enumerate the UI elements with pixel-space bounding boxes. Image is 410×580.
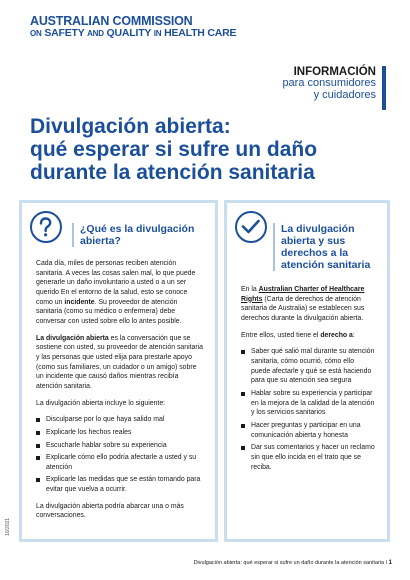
paragraph: La divulgación abierta incluye lo siguiente: (36, 399, 166, 407)
paragraph: En la Australian Charter of Healthcare Rights (Carta de derechos de atención sanitaria de Australia) se establecen sus derechos durante la divulgación abierta. (241, 286, 365, 322)
page-title: Divulgación abierta: qué esperar si sufre un daño durante la atención sanitaria (30, 115, 318, 185)
bullet-list (36, 415, 205, 495)
page-footer (194, 560, 392, 566)
card-body (241, 285, 375, 479)
commission-logo (30, 15, 236, 38)
list-item: Dar sus comentarios y hacer un reclamo sin que ello incida en el trato que se reciba. (241, 443, 375, 472)
list-item: Escucharle hablar sobre su experiencia (36, 441, 205, 451)
paragraph: La divulgación abierta es la conversación que se sostiene con usted, su proveedor de atención sanitaria y las personas que usted elija para prestarle apoyo (como sus familiares, un cuidador o un amigo) sobre un incidente que causó daños mientras recibía atención sanitaria. (36, 334, 204, 390)
list-item: Hablar sobre su experiencia y participar en la mejora de la calidad de la atención y los servicios sanitarios (241, 389, 375, 418)
paragraph: Cada día, miles de personas reciben atención sanitaria. A veces las cosas salen mal, lo que puede generarle un daño involuntario a usted o a un ser querido En el entorno de la salud, esto se conoce como un incidente. Su proveedor de atención sanitaria (como su médico o enfermera) debe conversar con usted sobre ello lo antes posible. (36, 260, 196, 325)
audience-block (282, 66, 376, 101)
checkmark-icon (235, 211, 267, 243)
list-item: Hacer preguntas y participar en una comunicación abierta y honesta (241, 421, 375, 440)
card-heading: La divulgación abierta y sus derechos a la atención sanitaria (273, 223, 379, 271)
question-mark-icon (30, 211, 62, 243)
card-body (36, 259, 205, 528)
paragraph: Entre ellos, usted tiene el derecho a: (241, 331, 355, 339)
bullet-list (241, 347, 375, 472)
list-item: Saber qué salió mal durante su atención sanitaria, cómo ocurrió, cómo ello puede afectarle y qué se está haciendo para que su atención sea segura (241, 347, 375, 386)
what-is-open-disclosure-card (19, 200, 218, 542)
logo-line1: AUSTRALIAN COMMISSION (30, 14, 193, 28)
list-item: Explicarle los hechos reales (36, 428, 205, 438)
rights-card (224, 200, 390, 542)
logo-line2: ON SAFETY AND QUALITY IN HEALTH CARE (30, 26, 237, 39)
info-sub-2: y cuidadores (313, 88, 376, 101)
list-item: Explicarle las medidas que se están tomando para evitar que vuelva a ocurrir. (36, 475, 205, 494)
info-accent-bar (382, 66, 386, 110)
list-item: Explicarle cómo ello podría afectarle a usted y su atención (36, 453, 205, 472)
card-heading: ¿Qué es la divulgación abierta? (72, 223, 207, 247)
charter-link[interactable]: Australian Charter of Healthcare Rights (241, 286, 365, 303)
info-sub-1: para consumidores (282, 77, 376, 90)
page-number: 1 (388, 560, 392, 566)
info-title: INFORMACIÓN (293, 66, 376, 78)
paragraph: La divulgación abierta podría abarcar una o más conversaciones. (36, 502, 184, 520)
footer-text: Divulgación abierta: qué esperar si sufre un daño durante la atención sanitaria (193, 560, 385, 566)
list-item: Disculparse por lo que haya salido mal (36, 415, 205, 425)
document-code: 10/2021 (5, 517, 11, 536)
footer-separator: I (385, 560, 388, 566)
